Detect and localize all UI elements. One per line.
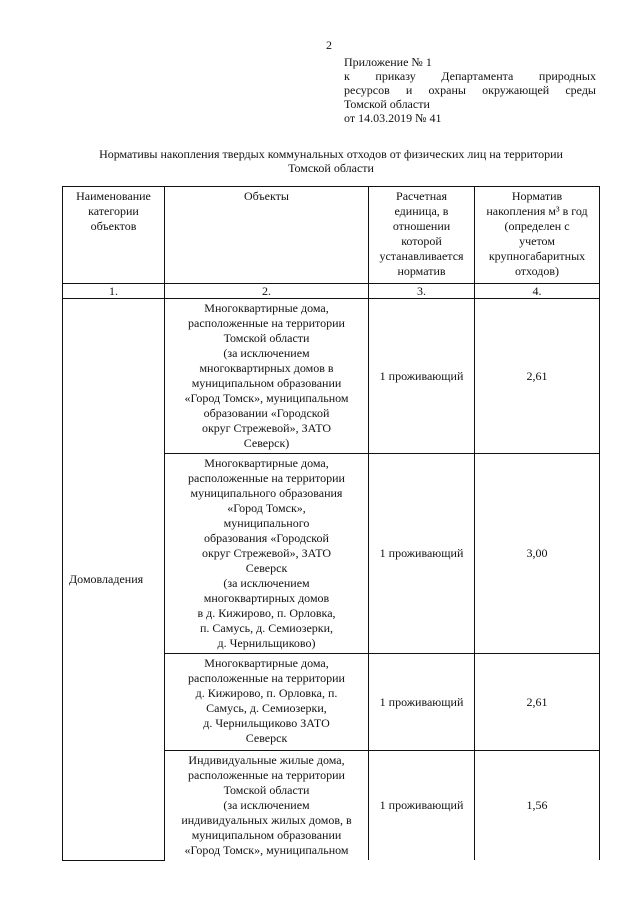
table-row bbox=[63, 299, 600, 454]
column-header: Расчетная единица, в отношении которой устанавливается норматив bbox=[369, 187, 475, 284]
appendix-block bbox=[344, 55, 596, 125]
appendix-line: ресурсов и охраны окружающей среды bbox=[344, 83, 596, 97]
appendix-title: Приложение № 1 bbox=[344, 55, 432, 69]
appendix-date: от 14.03.2019 № 41 bbox=[344, 111, 442, 125]
column-number: 4. bbox=[475, 284, 600, 299]
object-cell: Многоквартирные дома, расположенные на территории муниципального образования «Город Томск», муниципального образования «Городской округ Стрежевой», ЗАТО Северск (за исключением многоквартирных домов в д. Кижирово, п. Орловка, п. Самусь, д. Семиозерки, д. Чернильщиково) bbox=[165, 454, 369, 654]
unit-cell: 1 проживающий bbox=[369, 654, 475, 751]
category-cell: Домовладения bbox=[63, 299, 165, 861]
document-title: Нормативы накопления твердых коммунальных отходов от физических лиц на территории Томской области bbox=[99, 147, 563, 175]
column-header: Объекты bbox=[165, 187, 369, 284]
object-cell: Многоквартирные дома, расположенные на территории д. Кижирово, п. Орловка, п. Самусь, д. Семиозерки, д. Чернильщиково ЗАТО Северск bbox=[165, 654, 369, 751]
appendix-line: Томской области bbox=[344, 97, 430, 111]
norm-cell: 3,00 bbox=[475, 454, 600, 654]
column-header: Норматив накопления м³ в год (определен с учетом крупногабаритных отходов) bbox=[475, 187, 600, 284]
column-number: 1. bbox=[63, 284, 165, 299]
unit-cell: 1 проживающий bbox=[369, 751, 475, 861]
page-number: 2 bbox=[326, 38, 332, 52]
unit-cell: 1 проживающий bbox=[369, 299, 475, 454]
table-header-row bbox=[63, 187, 600, 284]
norms-table bbox=[62, 186, 600, 861]
unit-cell: 1 проживающий bbox=[369, 454, 475, 654]
column-number: 2. bbox=[165, 284, 369, 299]
table-numbering-row bbox=[63, 284, 600, 299]
column-header: Наименование категории объектов bbox=[63, 187, 165, 284]
object-cell: Индивидуальные жилые дома, расположенные на территории Томской области (за исключением индивидуальных жилых домов, в муниципальном образовании «Город Томск», муниципальном bbox=[165, 751, 369, 861]
norm-cell: 2,61 bbox=[475, 299, 600, 454]
appendix-line: к приказу Департамента природных bbox=[344, 69, 596, 83]
norm-cell: 1,56 bbox=[475, 751, 600, 861]
column-number: 3. bbox=[369, 284, 475, 299]
object-cell: Многоквартирные дома, расположенные на территории Томской области (за исключением многоквартирных домов в муниципальном образовании «Город Томск», муниципальном образовании «Городской округ Стрежевой», ЗАТО Северск) bbox=[165, 299, 369, 454]
norm-cell: 2,61 bbox=[475, 654, 600, 751]
